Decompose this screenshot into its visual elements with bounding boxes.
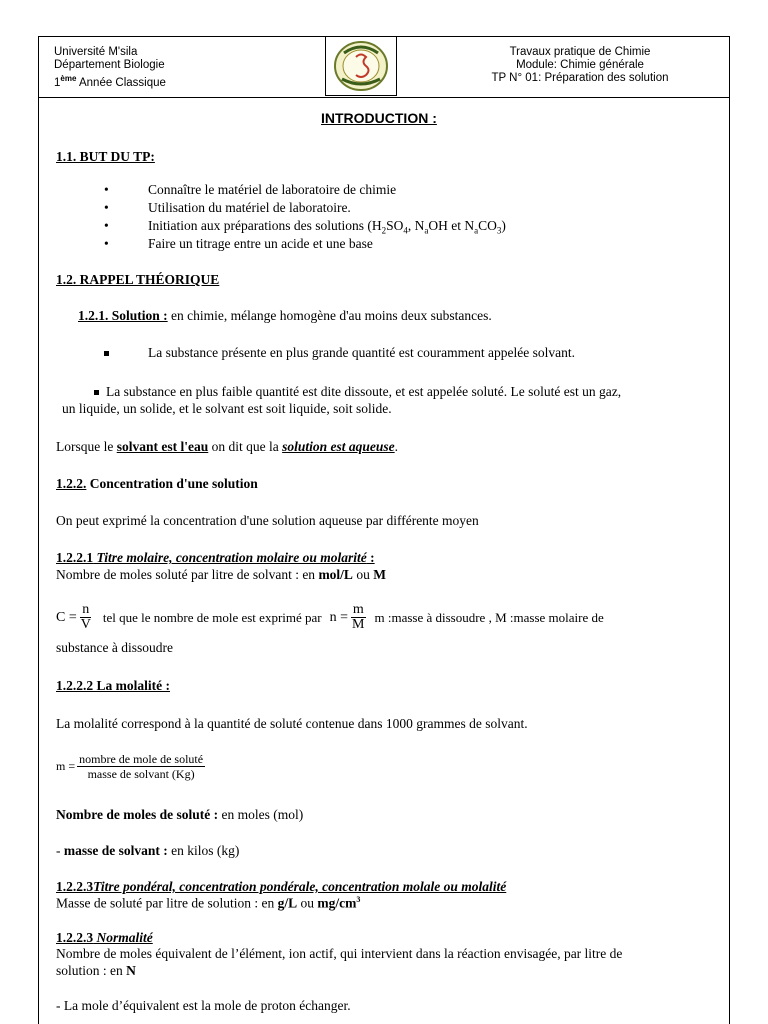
section-1-2-2-2-heading: 1.2.2.2 La molalité : <box>56 678 170 693</box>
document-page: Université M'sila Département Biologie 1ème Année Classique Travaux pratique de Chimie Module: Chimie générale TP N° 01: Préparation des solution INTRODUCTION : 1.1. BUT DU TP: • Connaître le matériel de laboratoire de chimie • Utilisation du matériel de laboratoire. • Initiation aux préparations des solutions ($H_2SO_4$, $N_aOH$ et $N_aCO_3$) • Faire un titrage entre un acide et une base 1.2. RAPPEL THÉORIQUE 1.2.1. Solution : en chimie, mélange homogène d'au moins deux substances. La substance présente en plus grande quantité est couramment appelée solvant. La substance en plus faible quantité est dite dissoute, et est appelée soluté. Le soluté est un gaz, un liquide, un solide, et le solvant est soit liquide, soit solide. Lorsque le solvant est l'eau on dit que la solution est aqueuse. 1.2.2. Concentration d'une solution On peut exprimé la concentration d'une solution aqueuse par différente moyen 1.2.2.1 Titre molaire, concentration molaire ou molarité : Nombre de moles soluté par litre de solvant : en mol/L ou M C = $\frac{n}{V}$ tel que le nombre de mole est exprimé par n = $\frac{m}{M}$ m :masse à dissoudre , M :masse molaire de substance à dissoudre 1.2.2.2 La molalité : La molalité correspond à la quantité de soluté contenue dans 1000 grammes de solvant. m = $\frac{\text{nombre de mole de soluté}}{\text{masse de solvant (Kg)}}$ Nombre de moles de soluté : en moles (mol) - masse de solvant : en kilos (kg) 1.2.2.3Titre pondéral, concentration pondérale, concentration molale ou molalité Masse de soluté par litre de solution : en g/L ou $mg/cm^3$ 1.2.2.3 Normalité Nombre de moles équivalent de l’élément, ion actif, qui intervient dans la réaction envisagée, par litre de solution : en N - La mole d’équivalent est la mole de proton échanger. <box>0 0 768 1024</box>
section-1-2-heading: 1.2. RAPPEL THÉORIQUE <box>56 272 220 287</box>
header-university: Université M'sila <box>54 46 138 58</box>
header-year: 1ème Année Classique <box>54 74 166 89</box>
normality-text-line3: - La mole d’équivalent est la mole de proton échanger. <box>56 998 351 1013</box>
ponderal-unit-text: Masse de soluté par litre de solution : en g/L ou $mg/cm^3$ <box>56 895 361 911</box>
university-seal-icon <box>332 39 390 93</box>
aqueous-paragraph: Lorsque le solvant est l'eau on dit que la solution est aqueuse. <box>56 439 399 454</box>
header-course: Travaux pratique de Chimie <box>509 46 651 58</box>
molarity-unit-text: Nombre de moles soluté par litre de solvant : en mol/L ou M <box>56 567 386 582</box>
header-right <box>430 46 730 85</box>
university-logo <box>325 36 397 96</box>
page-left-border <box>38 36 39 1024</box>
molarity-formula-continuation: substance à dissoudre <box>56 640 173 655</box>
normality-text-line2: solution : en N <box>56 963 136 978</box>
mass-solvent-line: - masse de solvant : en kilos (kg) <box>56 843 240 858</box>
header-module: Module: Chimie générale <box>516 59 644 71</box>
main-title: INTRODUCTION : <box>321 110 437 126</box>
header-department: Département Biologie <box>54 59 165 71</box>
section-normality-heading: 1.2.2.3 Normalité <box>56 930 153 945</box>
header-bottom-rule <box>38 97 730 98</box>
list-item-continuation: un liquide, un solide, et le solvant est soit liquide, soit solide. <box>62 401 392 416</box>
section-1-2-2-1-heading: 1.2.2.1 Titre molaire, concentration molaire ou molarité : <box>56 550 375 565</box>
page-right-border <box>729 36 730 1024</box>
header-tp: TP N° 01: Préparation des solution <box>491 72 669 84</box>
normality-text-line1: Nombre de moles équivalent de l’élément, ion actif, qui intervient dans la réaction envisagée, par litre de <box>56 946 623 961</box>
section-1-2-2-text: On peut exprimé la concentration d'une solution aqueuse par différente moyen <box>56 513 479 528</box>
section-1-2-2-3-heading: 1.2.2.3Titre pondéral, concentration pondérale, concentration molale ou molalité <box>56 879 507 894</box>
header-left <box>54 46 166 90</box>
molality-text: La molalité correspond à la quantité de soluté contenue dans 1000 grammes de solvant. <box>56 716 528 731</box>
moles-solute-line: Nombre de moles de soluté : en moles (mol) <box>56 807 304 822</box>
section-1-1-heading: 1.1. BUT DU TP: <box>56 149 155 164</box>
section-1-2-2-heading: 1.2.2. Concentration d'une solution <box>56 476 258 491</box>
molarity-formula: C = $\frac{n}{V}$ tel que le nombre de mole est exprimé par n = $\frac{m}{M}$ m :masse à dissoudre , M :masse molaire de <box>56 602 604 632</box>
section-1-2-1-paragraph: 1.2.1. Solution : en chimie, mélange homogène d'au moins deux substances. <box>78 308 492 323</box>
molality-formula: m = $\frac{\text{nombre de mole de soluté}}{\text{masse de solvant (Kg)}}$ <box>56 752 204 781</box>
